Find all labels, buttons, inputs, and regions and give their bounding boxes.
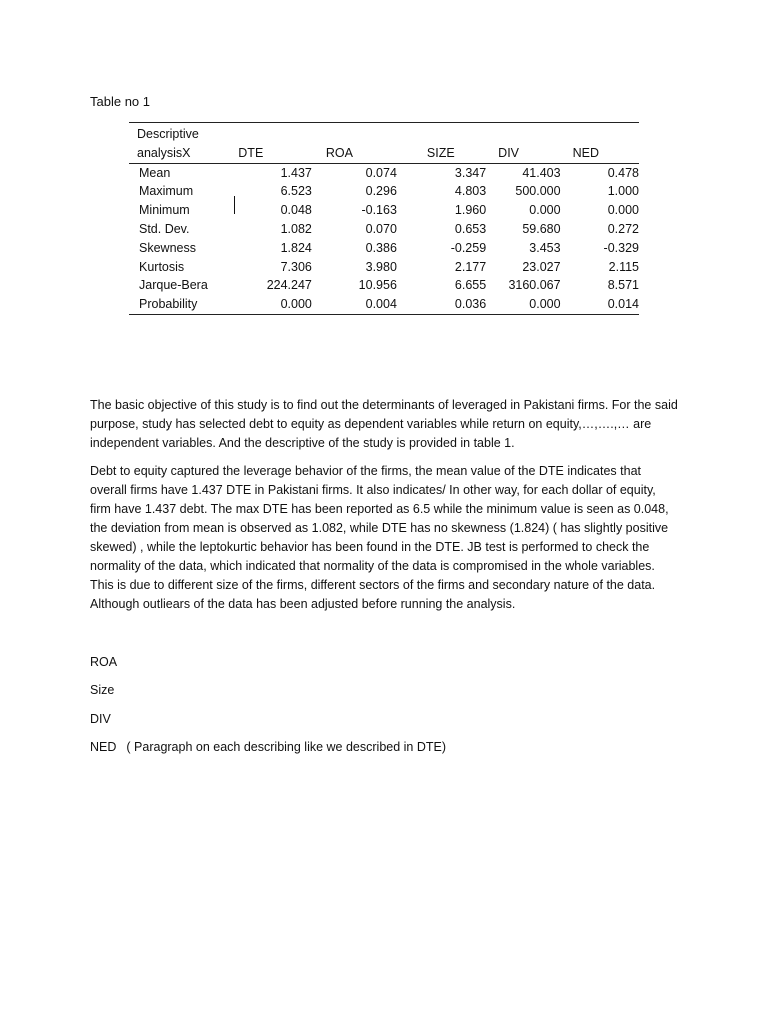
cell-value: 6.523: [280, 184, 312, 199]
cell-value: -0.259: [450, 240, 487, 255]
row-label: Std. Dev.: [139, 221, 190, 236]
cell-value: 8.571: [607, 278, 639, 293]
cell-value: 0.272: [607, 221, 639, 236]
cell-value: -0.329: [603, 240, 639, 255]
cell-value: 1.000: [607, 184, 639, 199]
cell-value: 4.803: [454, 184, 487, 199]
cell-value: 0.386: [365, 240, 397, 255]
cell-value: 2.115: [608, 259, 639, 274]
item-div: DIV: [90, 712, 111, 726]
text-cursor: [234, 196, 235, 214]
item-roa: ROA: [90, 655, 118, 669]
cell-value: 1.824: [280, 240, 312, 255]
column-header-div: DIV: [486, 123, 560, 164]
table-row: [129, 182, 639, 201]
cell-value: 224.247: [266, 278, 312, 293]
row-label: Kurtosis: [139, 259, 185, 274]
column-header-dte: DTE: [230, 123, 312, 164]
descriptive-stats-table: [129, 122, 639, 315]
table-row: [129, 276, 639, 295]
item-ned-note: ( Paragraph on each describing like we described in DTE): [126, 740, 447, 754]
row-label: Skewness: [139, 240, 196, 255]
cell-value: 0.000: [529, 297, 561, 312]
cell-value: 3160.067: [508, 278, 561, 293]
cell-value: 2.177: [454, 259, 487, 274]
column-header-roa: ROA: [312, 123, 397, 164]
cell-value: 1.960: [454, 203, 487, 218]
cell-value: 1.082: [280, 221, 312, 236]
table-row: [129, 258, 639, 277]
row-label: Maximum: [139, 184, 194, 199]
cell-value: 0.004: [365, 297, 397, 312]
paragraph-objective: The basic objective of this study is to find out the determinants of leveraged in Pakistani firms. For the said purpose, study has selected debt to equity as dependent variables while return on equity,…,….,… are independent variables. And the descriptive of the study is provided in table 1.: [90, 398, 678, 450]
cell-value: 0.296: [365, 184, 397, 199]
row-label: Mean: [139, 165, 171, 180]
cell-value: 0.000: [607, 203, 639, 218]
item-ned-line: [90, 740, 446, 754]
table-row: [129, 163, 639, 182]
cell-value: 10.956: [358, 278, 397, 293]
cell-value: 0.000: [529, 203, 561, 218]
cell-value: 3.980: [365, 259, 397, 274]
row-label: Jarque-Bera: [139, 278, 208, 293]
table-header-row: [129, 123, 639, 164]
cell-value: 41.403: [522, 165, 561, 180]
column-header-ned: NED: [561, 123, 639, 164]
item-size: Size: [90, 683, 115, 697]
cell-value: 0.000: [280, 297, 312, 312]
cell-value: 0.036: [454, 297, 487, 312]
cell-value: 59.680: [522, 221, 561, 236]
cell-value: 3.347: [454, 165, 487, 180]
cell-value: 6.655: [454, 278, 487, 293]
cell-value: 7.306: [280, 259, 312, 274]
cell-value: 1.437: [280, 165, 312, 180]
cell-value: 0.653: [454, 221, 487, 236]
table-row: [129, 295, 639, 314]
table-row: [129, 220, 639, 239]
cell-value: 500.000: [515, 184, 561, 199]
table-title: Table no 1: [90, 94, 150, 109]
table-row: [129, 201, 639, 220]
cell-value: 3.453: [529, 240, 561, 255]
column-header-size: SIZE: [397, 123, 486, 164]
row-label: Minimum: [139, 203, 190, 218]
cell-value: 0.048: [280, 203, 312, 218]
cell-value: -0.163: [361, 203, 397, 218]
table-row: [129, 239, 639, 258]
row-label: Probability: [139, 297, 198, 312]
row-header-label: Descriptive analysisX: [129, 123, 230, 164]
cell-value: 0.014: [607, 297, 639, 312]
cell-value: 0.070: [365, 221, 397, 236]
cell-value: 0.074: [365, 165, 397, 180]
paragraph-dte-analysis: Debt to equity captured the leverage behavior of the firms, the mean value of the DTE indicates that overall firms have 1.437 DTE in Pakistani firms. It also indicates/ In other way, for each dollar of equity, firm have 1.437 debt. The max DTE has been reported as 6.5 while the minimum value is seen as 0.048, the deviation from mean is observed as 1.082, while DTE has no skewness (1.824) ( has slightly positive skewed) , while the leptokurtic behavior has been found in the DTE. JB test is performed to check the normality of the data, which indicated that normality of the data is compromised in the whole variables. This is due to different size of the firms, different sectors of the firms and secondary nature of the data. Although outliears of the data has been adjusted before running the analysis.: [90, 464, 669, 611]
item-ned: NED: [90, 740, 117, 754]
cell-value: 0.478: [607, 165, 639, 180]
cell-value: 23.027: [522, 259, 561, 274]
